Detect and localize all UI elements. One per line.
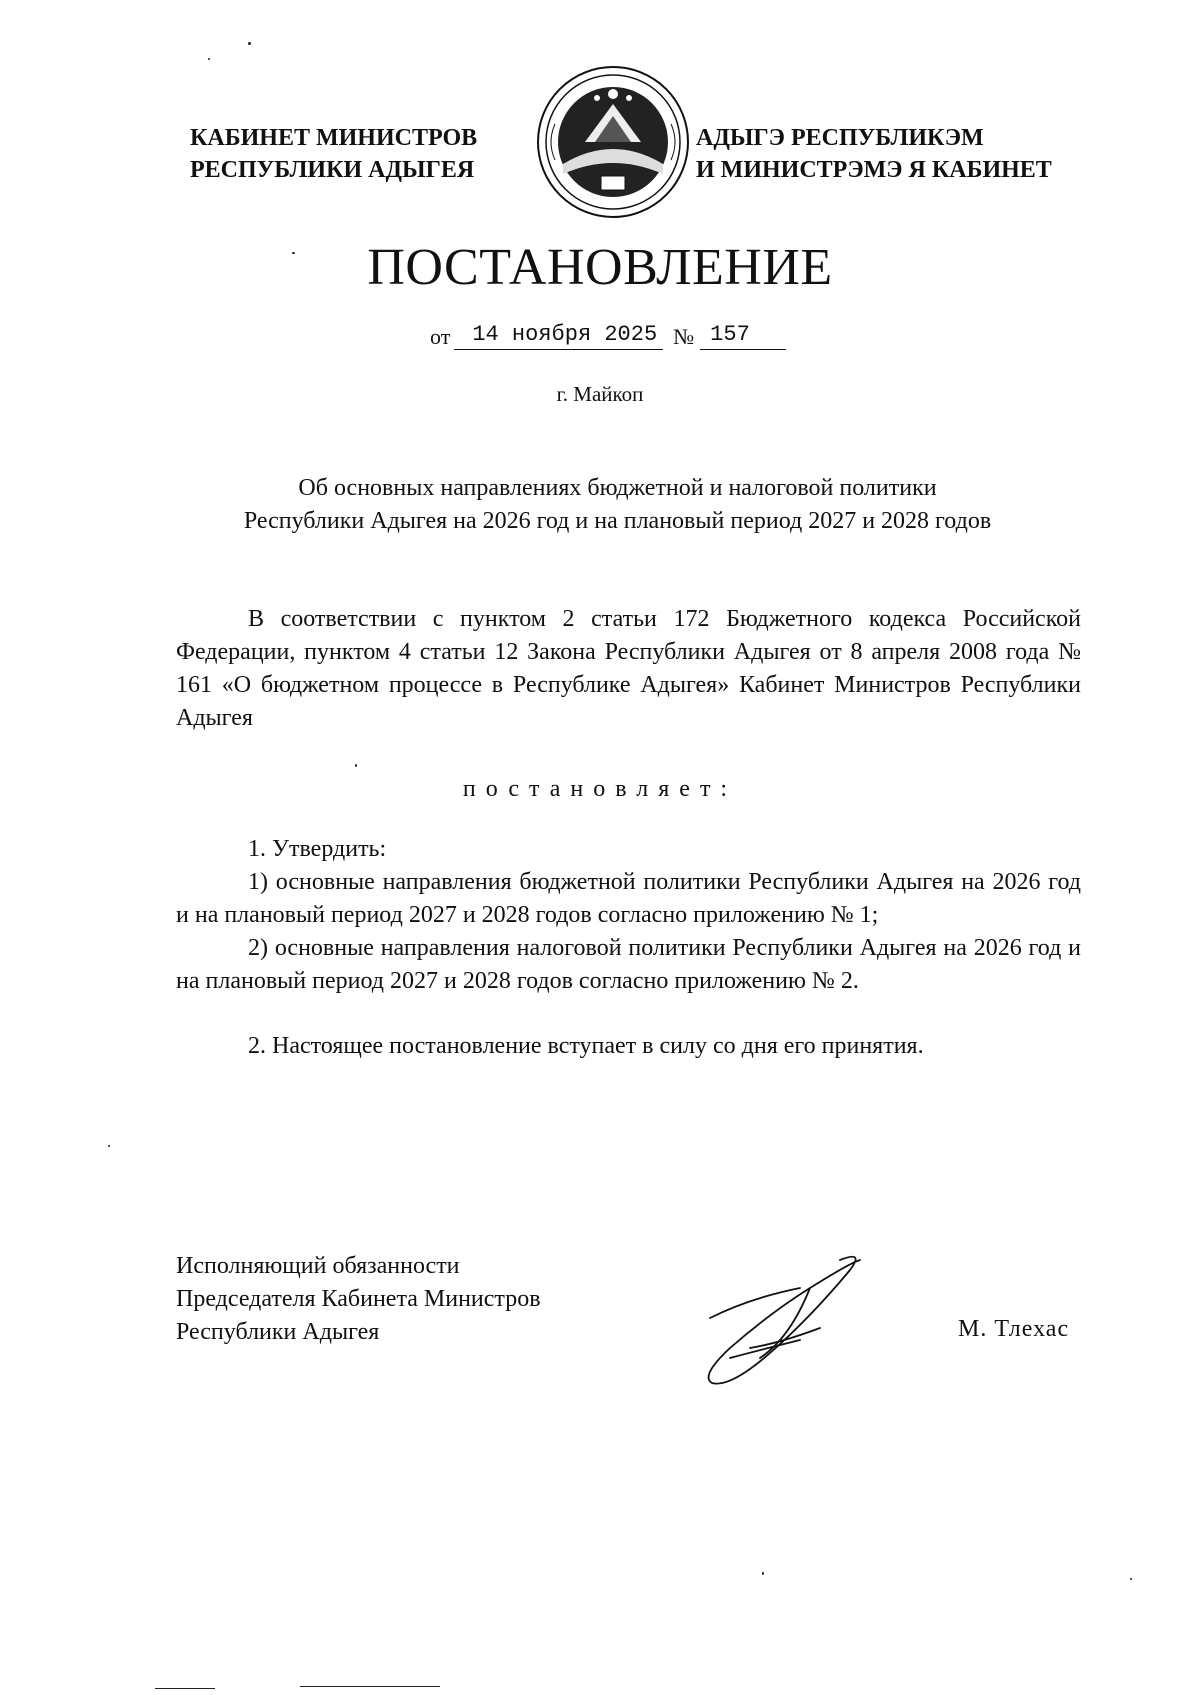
date-prefix: от [430,324,451,349]
issuer-name-ru [190,122,477,186]
document-date: 14 ноября 2025 [454,322,663,350]
position-line-2: Председателя Кабинета Министров [176,1286,541,1312]
issuer-line-1: КАБИНЕТ МИНИСТРОВ [190,125,478,151]
subject-line-1: Об основных направлениях бюджетной и налоговой политики [298,475,937,501]
issuer-line-2: РЕСПУБЛИКИ АДЫГЕЯ [190,157,475,183]
document-number: 157 [700,322,786,350]
issuer-name-ady [696,122,1052,186]
signature-icon [690,1248,880,1398]
preamble-paragraph: В соответствии с пунктом 2 статьи 172 Бюджетного кодекса Российской Федерации, пунктом 4 статьи 12 Закона Республики Адыгея от 8 апреля 2008 года № 161 «О бюджетном процессе в Республике Адыгея» Кабинет Министров Республики Адыгея [176,606,1081,731]
subject-line-2: Республики Адыгея на 2026 год и на плановый период 2027 и 2028 годов [243,508,992,534]
position-line-1: Исполняющий обязанности [176,1253,460,1279]
signatory-position [176,1250,541,1349]
scan-speck [292,252,295,254]
scan-speck [108,1145,110,1147]
item-1: 1. Утвердить: [248,836,387,862]
scan-speck [208,58,210,60]
scan-speck [355,764,357,767]
signatory-name: М. Тлехас [958,1316,1070,1342]
number-prefix: № [673,324,695,349]
issuer-ady-line-1: АДЫГЭ РЕСПУБЛИКЭМ [696,125,984,151]
item-1-subitem-2: 2) основные направления налоговой политики Республики Адыгея на 2026 год и на плановый период 2027 и 2028 годов согласно приложению № 2. [176,935,1081,994]
item-2: 2. Настоящее постановление вступает в силу со дня его принятия. [248,1033,924,1059]
issuer-ady-line-2: И МИНИСТРЭМЭ Я КАБИНЕТ [696,157,1052,183]
position-line-3: Республики Адыгея [176,1319,380,1345]
scan-speck [1130,1578,1132,1580]
scan-speck [762,1572,764,1575]
scan-speck [248,42,251,45]
city-line: г. Майкоп [556,382,644,406]
document-title: ПОСТАНОВЛЕНИЕ [367,239,833,296]
resolution-items [176,833,1081,1063]
scan-speck [300,1686,440,1687]
document-subject [160,472,1075,538]
coat-of-arms-icon [535,64,691,220]
date-number-line [430,322,786,350]
scan-speck [155,1688,215,1689]
item-1-subitem-1: 1) основные направления бюджетной политики Республики Адыгея на 2026 год и на плановый период 2027 и 2028 годов согласно приложению № 1; [176,869,1081,928]
decree-word: постановляет: [462,776,738,802]
